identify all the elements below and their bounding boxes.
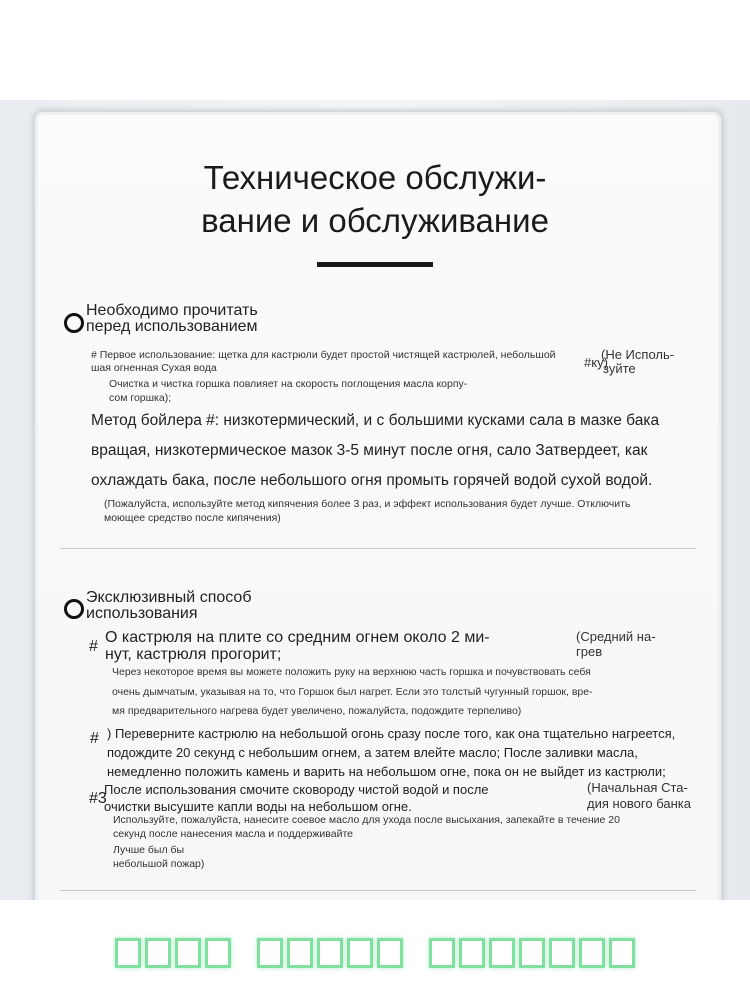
step3-detail-line4: небольшой пожар): [113, 858, 205, 870]
clean-line1: Очистка и чистка горшка повлияет на скорость поглощения масла корпу-: [109, 378, 468, 390]
missing-glyph-box: [519, 938, 545, 968]
missing-glyph-box: [175, 938, 201, 968]
section-divider: [60, 548, 696, 549]
side-note-line1: (Не Исполь-: [601, 347, 675, 362]
page-title: [0, 156, 750, 242]
section1-heading-line2: перед использованием: [86, 318, 258, 335]
missing-glyph-box: [257, 938, 283, 968]
boiler-line3: охлаждать бака, после небольшого огня промыть горячей водой сухой водой.: [91, 472, 653, 489]
section1-heading-line1: Необходимо прочитать: [86, 302, 258, 319]
step1-line2: нут, кастрюля прогорит;: [105, 646, 282, 663]
note-line2: моющее средство после кипячения): [104, 512, 281, 524]
step3-detail-line3: Лучше был бы: [113, 844, 185, 856]
circle-bullet-icon: [64, 599, 84, 619]
missing-glyph-box: [459, 938, 485, 968]
top-blank-area: [0, 0, 750, 100]
title-line-2: вание и обслуживание: [201, 202, 549, 239]
step1-side-line2: грев: [576, 644, 603, 659]
missing-glyph-box: [549, 938, 575, 968]
boiler-line1: Метод бойлера #: низкотермический, и с большими кусками сала в мазке бака: [91, 412, 660, 429]
side-mark: #ку): [584, 355, 608, 370]
note-line1: (Пожалуйста, используйте метод кипячения более 3 раз, и эффект использования будет лучше. Отключить: [104, 498, 631, 510]
missing-glyph-box: [115, 938, 141, 968]
step3-line1: После использования смочите сковороду чистой водой и после: [104, 782, 489, 797]
missing-glyph-row: [0, 938, 750, 968]
step3-side-line2: дия нового банка: [587, 796, 691, 811]
step3-line2: очистки высушите капли воды на небольшом огне.: [104, 799, 412, 814]
step2-line2: подождите 20 секунд с небольшим огнем, а затем влейте масло; После заливки масла,: [107, 745, 638, 760]
missing-glyph-box: [609, 938, 635, 968]
missing-glyph-box: [287, 938, 313, 968]
first-use-line1: # Первое использование: щетка для кастрюли будет простой чистящей кастрюлей, небольшой: [91, 349, 556, 361]
section2-heading-line1: Эксклюзивный способ: [86, 589, 252, 606]
missing-glyph-box: [489, 938, 515, 968]
missing-glyph-box: [579, 938, 605, 968]
glyph-group-1: [113, 938, 233, 968]
section2-heading-line2: использования: [86, 605, 198, 622]
circle-bullet-icon: [64, 313, 84, 333]
step2-line3: немедленно положить камень и варить на небольшом огне, пока он не выйдет из кастрюли;: [107, 764, 666, 779]
step3-mark: #3: [89, 790, 107, 807]
missing-glyph-box: [429, 938, 455, 968]
bottom-divider: [60, 890, 696, 891]
missing-glyph-box: [317, 938, 343, 968]
step1-line1: О кастрюля на плите со средним огнем около 2 ми-: [105, 629, 490, 646]
clean-line2: сом горшка);: [109, 392, 172, 404]
missing-glyph-box: [145, 938, 171, 968]
step3-side-line1: (Начальная Ста-: [587, 780, 688, 795]
glyph-group-2: [255, 938, 405, 968]
boiler-line2: вращая, низкотермическое мазок 3-5 минут после огня, сало Затвердеет, как: [91, 442, 648, 459]
step1-detail-line3: мя предварительного нагрева будет увеличено, пожалуйста, подождите терпеливо): [112, 705, 522, 717]
step2-line1: ) Переверните кастрюлю на небольшой огонь сразу после того, как она тщательно нагреется,: [107, 726, 676, 741]
missing-glyph-box: [347, 938, 373, 968]
glyph-group-3: [427, 938, 637, 968]
side-note-line2: зуйте: [603, 361, 636, 376]
step1-detail-line2: очень дымчатым, указывая на то, что Горшок был нагрет. Если это толстый чугунный горшок, вре-: [112, 686, 593, 698]
step2-mark: #: [90, 730, 99, 747]
step3-detail-line2: секунд после нанесения масла и поддерживайте: [113, 828, 353, 840]
step3-detail-line1: Используйте, пожалуйста, нанесите соевое масло для ухода после высыхания, запекайте в течение 20: [113, 814, 620, 826]
missing-glyph-box: [377, 938, 403, 968]
title-line-1: Техническое обслужи-: [203, 159, 547, 196]
title-underline: [317, 262, 433, 267]
missing-glyph-box: [205, 938, 231, 968]
first-use-line2: шая огненная Сухая вода: [91, 362, 217, 374]
step1-side-line1: (Средний на-: [576, 629, 656, 644]
step1-detail-line1: Через некоторое время вы можете положить руку на верхнюю часть горшка и почувствовать себя: [112, 666, 591, 678]
step1-mark: #: [89, 638, 98, 655]
